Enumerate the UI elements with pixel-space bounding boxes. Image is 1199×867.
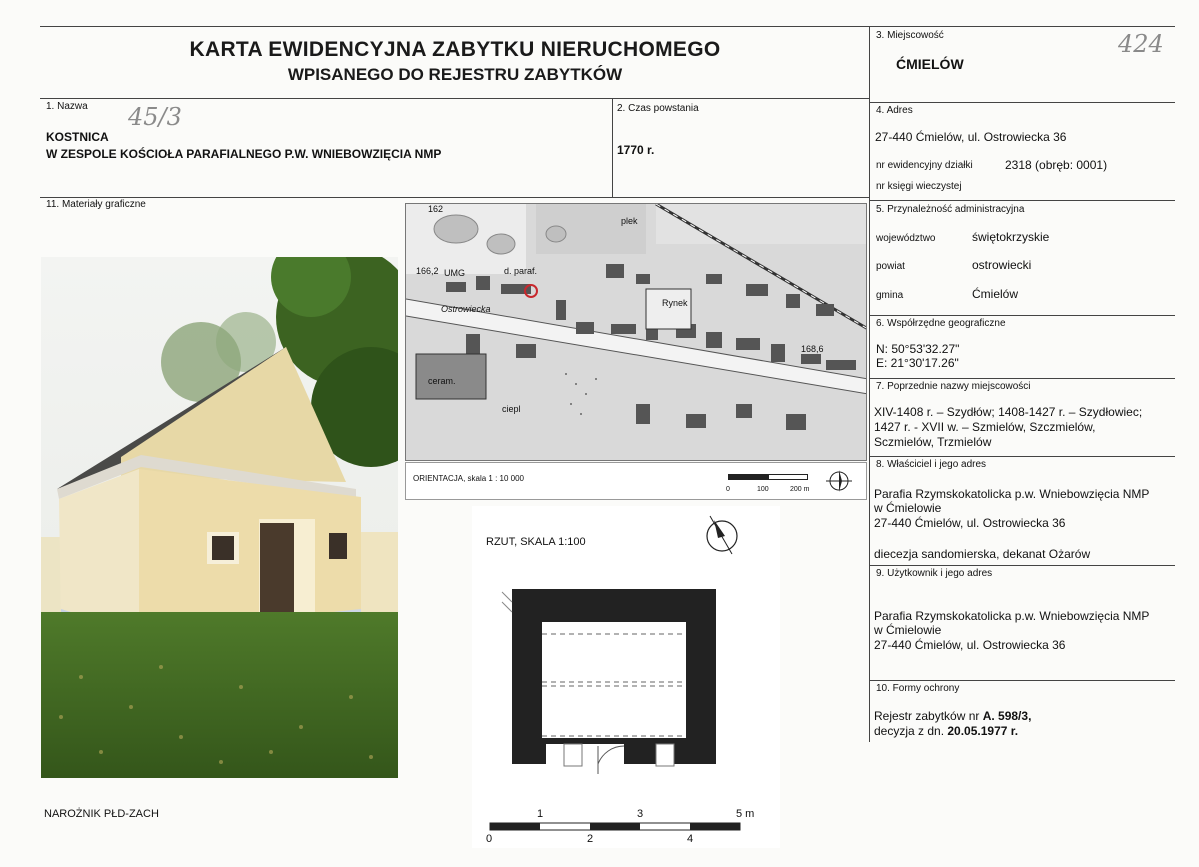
plan-scale-5m: 5 m — [736, 808, 755, 820]
uzytkownik-label: 9. Użytkownik i jego adres — [876, 568, 993, 579]
wlasciciel-label: 8. Właściciel i jego adres — [876, 459, 987, 470]
plan-north-arrow-icon — [707, 516, 737, 554]
wlasciciel-line1: Parafia Rzymskokatolicka p.w. Wniebowzięcia NMP — [874, 487, 1150, 501]
adres-bottom-line — [869, 200, 1175, 201]
map-label-ciepl: ciepl — [502, 404, 521, 414]
nazwa-czas-divider — [612, 98, 613, 198]
miejscowosc-bottom-line — [869, 102, 1175, 103]
przynaleznosc-bottom-line — [869, 315, 1175, 316]
top-border — [40, 26, 1175, 27]
map-label-elev1: 166,2 — [416, 266, 439, 276]
miejscowosc-value: ĆMIELÓW — [896, 56, 964, 72]
materialy-label: 11. Materiały graficzne — [46, 199, 146, 210]
header-bottom-line — [40, 98, 869, 99]
gmina-key: gmina — [876, 290, 904, 301]
poprzednie-nazwy-line2: 1427 r. - XVII w. – Szmielów, Szczmielów, — [874, 420, 1096, 434]
nazwa-bottom-line — [40, 197, 869, 198]
map-illustration — [406, 204, 867, 461]
wlasciciel-line4: diecezja sandomierska, dekanat Ożarów — [874, 547, 1091, 561]
orientation-map — [405, 203, 867, 461]
adres-label: 4. Adres — [876, 105, 913, 116]
uzytkownik-bottom-line — [869, 680, 1175, 681]
rejestr-prefix: Rejestr zabytków nr — [874, 709, 983, 723]
wspolrzedne-n: N: 50°53'32.27" — [876, 342, 960, 356]
handwritten-register-number: 45/3 — [128, 103, 182, 131]
poprzednie-bottom-line — [869, 456, 1175, 457]
uzytkownik-line2: w Ćmielowie — [874, 623, 942, 637]
map-scale-100: 100 — [757, 486, 769, 493]
ossuary-photo-illustration — [41, 257, 398, 778]
map-label-ceram: ceram. — [428, 376, 456, 386]
poprzednie-nazwy-line3: Sczmielów, Trzmielów — [874, 435, 992, 449]
right-column-divider — [869, 26, 870, 742]
plan-scale-1: 1 — [537, 808, 544, 820]
card-title: KARTA EWIDENCYJNA ZABYTKU NIERUCHOMEGO — [189, 38, 721, 61]
map-label-church: d. paraf. — [504, 266, 538, 276]
nazwa-value-line2: W ZESPOLE KOŚCIOŁA PARAFIALNEGO P.W. WNIEBOWZIĘCIA NMP — [46, 147, 442, 161]
powiat-value: ostrowiecki — [972, 258, 1032, 272]
plan-scale-3: 3 — [637, 808, 644, 820]
adres-value: 27-440 Ćmielów, ul. Ostrowiecka 36 — [875, 130, 1067, 144]
gmina-value: Ćmielów — [972, 287, 1019, 301]
photo-caption: NAROŻNIK PŁD-ZACH — [44, 808, 159, 820]
wspolrzedne-e: E: 21°30'17.26" — [876, 356, 959, 370]
przynaleznosc-label: 5. Przynależność administracyjna — [876, 204, 1025, 215]
czas-powstania-value: 1770 r. — [617, 143, 655, 157]
czas-powstania-label: 2. Czas powstania — [617, 103, 699, 114]
ksiega-label: nr księgi wieczystej — [876, 181, 962, 192]
wspolrzedne-bottom-line — [869, 378, 1175, 379]
plan-scale-2: 2 — [587, 833, 594, 845]
floor-plan — [472, 506, 780, 848]
poprzednie-nazwy-label: 7. Poprzednie nazwy miejscowości — [876, 381, 1031, 392]
map-scale-200: 200 m — [790, 486, 810, 493]
wlasciciel-bottom-line — [869, 565, 1175, 566]
plan-scale-0: 0 — [486, 833, 493, 845]
wojewodztwo-key: województwo — [876, 233, 936, 244]
wspolrzedne-label: 6. Współrzędne geograficzne — [876, 318, 1006, 329]
map-scale-0: 0 — [726, 486, 730, 493]
uzytkownik-line1: Parafia Rzymskokatolicka p.w. Wniebowzięcia NMP — [874, 609, 1150, 623]
decyzja-prefix: decyzja z dn. — [874, 724, 948, 738]
map-label-elev3: 162 — [428, 204, 444, 214]
rejestr-number: A. 598/3, — [982, 709, 1032, 723]
map-label-rynek: Rynek — [662, 298, 688, 308]
map-label-umg: UMG — [444, 268, 465, 278]
dzialka-label: nr ewidencyjny działki — [876, 160, 973, 171]
powiat-key: powiat — [876, 261, 905, 272]
map-scale-bar — [728, 474, 808, 480]
formy-ochrony-line1 — [874, 709, 1031, 724]
plan-caption: RZUT, SKALA 1:100 — [486, 536, 586, 548]
nazwa-value-line1: KOSTNICA — [46, 130, 109, 144]
poprzednie-nazwy-line1: XIV-1408 r. – Szydłów; 1408-1427 r. – Szydłowiec; — [874, 405, 1143, 419]
decyzja-date: 20.05.1977 r. — [947, 724, 1019, 738]
building-photo — [41, 257, 398, 778]
map-label-street: Ostrowiecka — [441, 304, 491, 314]
nazwa-label: 1. Nazwa — [46, 101, 88, 112]
map-north-arrow-icon — [826, 468, 852, 494]
wlasciciel-line3: 27-440 Ćmielów, ul. Ostrowiecka 36 — [874, 516, 1066, 530]
map-orientation-caption: ORIENTACJA, skala 1 : 10 000 — [413, 474, 525, 483]
plan-scale-4: 4 — [687, 833, 694, 845]
formy-ochrony-line2 — [874, 724, 1018, 739]
formy-ochrony-label: 10. Formy ochrony — [876, 683, 960, 694]
wlasciciel-line2: w Ćmielowie — [874, 501, 942, 515]
card-subtitle: WPISANEGO DO REJESTRU ZABYTKÓW — [287, 65, 623, 84]
wojewodztwo-value: świętokrzyskie — [972, 230, 1050, 244]
uzytkownik-line3: 27-440 Ćmielów, ul. Ostrowiecka 36 — [874, 638, 1066, 652]
dzialka-value: 2318 (obręb: 0001) — [1005, 158, 1108, 172]
map-label-elev2: 168,6 — [801, 344, 824, 354]
map-label-plek: plek — [621, 216, 638, 226]
floor-plan-drawing — [472, 506, 780, 848]
miejscowosc-label: 3. Miejscowość — [876, 30, 944, 41]
handwritten-number: 424 — [1118, 30, 1164, 58]
